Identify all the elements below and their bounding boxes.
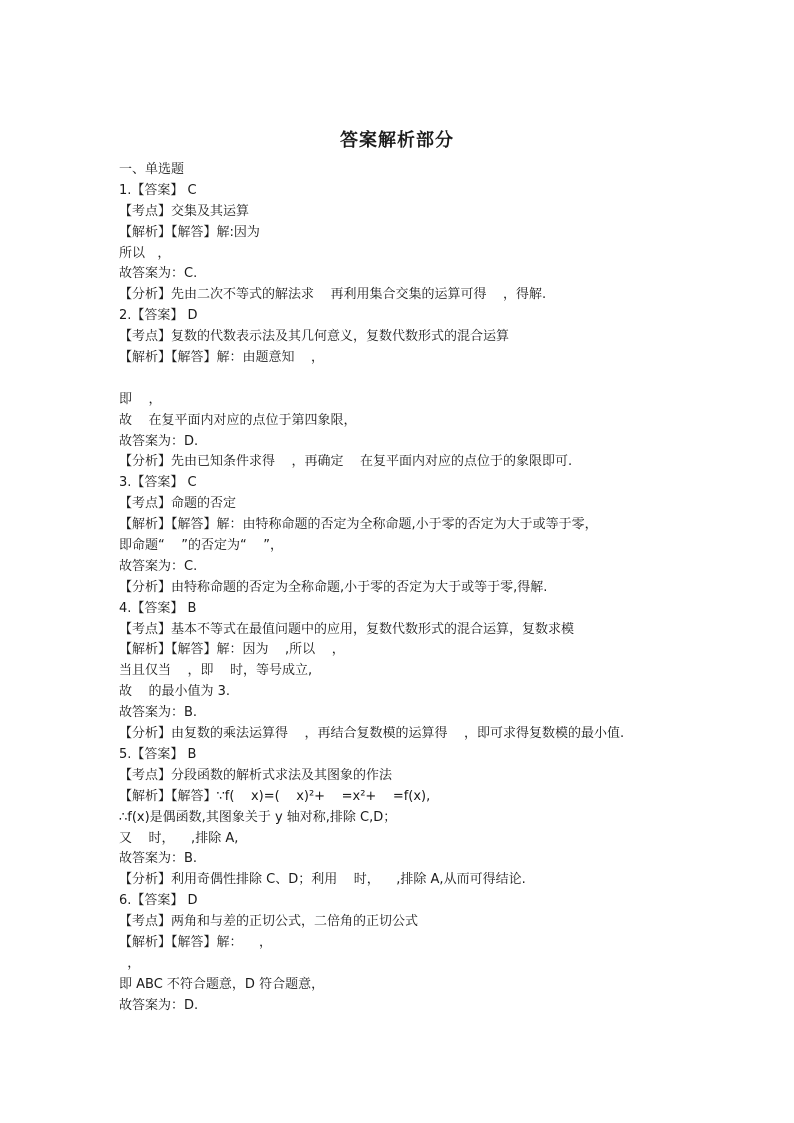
text-line: ，	[119, 955, 141, 971]
text-line: 4.【答案】 B	[119, 600, 197, 616]
text-line: 所以 ，	[119, 245, 171, 261]
text-line: 1.【答案】 C	[119, 182, 197, 198]
text-line: ∴f(x)是偶函数,其图象关于 y 轴对称,排除 C,D；	[119, 809, 397, 825]
text-line: 故答案为：D.	[119, 433, 199, 449]
text-line: 故 在复平面内对应的点位于第四象限，	[119, 412, 357, 428]
answer-content	[119, 160, 699, 1017]
text-line: 【分析】由特称命题的否定为全称命题,小于零的否定为大于或等于零,得解.	[119, 579, 548, 595]
text-line: 【考点】分段函数的解析式求法及其图象的作法	[119, 767, 393, 783]
text-line: 2.【答案】 D	[119, 308, 198, 324]
text-line: 即 ，	[119, 391, 162, 407]
text-line: 又 时， ,排除 A,	[119, 830, 239, 846]
text-line: 6.【答案】 D	[119, 893, 198, 909]
text-line: 【解析】【解答】解： ，	[119, 934, 273, 950]
text-line: 故 的最小值为 3.	[119, 684, 231, 700]
text-line: 故答案为：C.	[119, 266, 198, 282]
text-line: 【分析】由复数的乘法运算得 ，再结合复数模的运算得 ，即可求得复数模的最小值.	[119, 726, 625, 742]
text-line: 【解析】【解答】解：由特称命题的否定为全称命题,小于零的否定为大于或等于零，	[119, 517, 598, 533]
text-line: 【解析】【解答】解:因为	[119, 224, 260, 240]
text-line: 当且仅当 ，即 时，等号成立,	[119, 663, 313, 679]
text-line: 故答案为：C.	[119, 558, 198, 574]
text-line: 【分析】先由二次不等式的解法求 再利用集合交集的运算可得 ，得解.	[119, 287, 547, 303]
text-line: 3.【答案】 C	[119, 475, 197, 491]
text-line: 一、单选题	[119, 162, 185, 177]
text-line: 【考点】基本不等式在最值问题中的应用，复数代数形式的混合运算，复数求模	[119, 621, 575, 637]
text-line: 【分析】先由已知条件求得 ，再确定 在复平面内对应的点位于的象限即可.	[119, 454, 573, 470]
text-line: 【解析】【解答】∵f( x)=( x)²+ =x²+ =f(x),	[119, 788, 431, 804]
text-line: 【考点】命题的否定	[119, 496, 237, 512]
text-line: 即命题“ ”的否定为“ ”，	[119, 538, 283, 554]
text-line: 故答案为：B.	[119, 851, 198, 867]
text-line: 故答案为：B.	[119, 705, 198, 721]
text-line: 【分析】利用奇偶性排除 C、D；利用 时， ,排除 A,从而可得结论.	[119, 872, 526, 888]
text-line: 【考点】交集及其运算	[119, 203, 250, 219]
text-line: 【考点】两角和与差的正切公式，二倍角的正切公式	[119, 914, 419, 930]
text-line: 【解析】【解答】解：由题意知 ，	[119, 350, 325, 366]
text-line: 【解析】【解答】解：因为 ,所以 ，	[119, 642, 345, 658]
text-line: 即 ABC 不符合题意，D 符合题意，	[119, 976, 325, 992]
text-line: 【考点】复数的代数表示法及其几何意义，复数代数形式的混合运算	[119, 329, 510, 345]
page-title: 答案解析部分	[340, 130, 454, 151]
text-line: 故答案为：D.	[119, 997, 199, 1013]
text-line	[119, 369, 699, 390]
text-line: 5.【答案】 B	[119, 746, 197, 762]
